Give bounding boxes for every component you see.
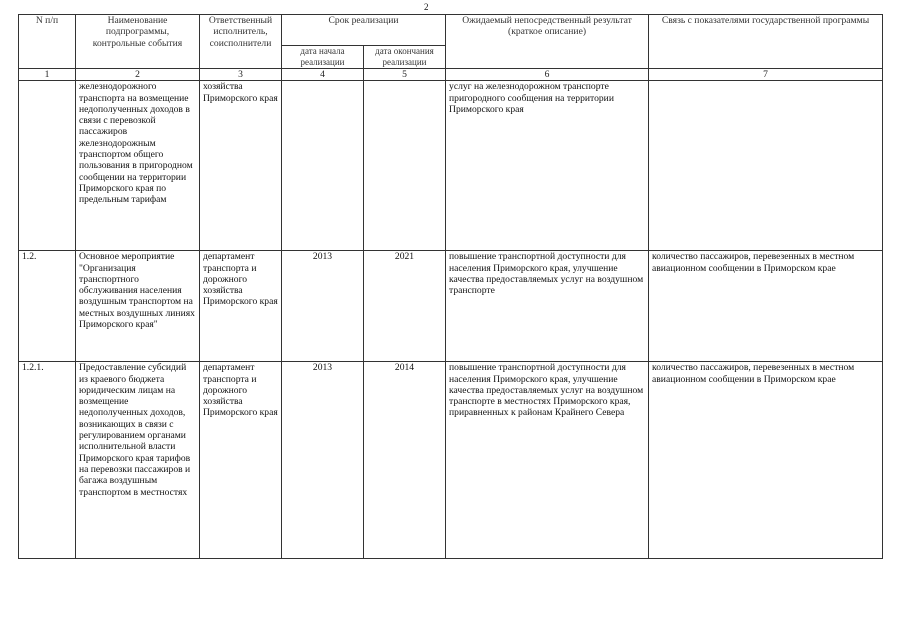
row-name: Основное мероприятие "Организация транспортного обслуживания населения воздушным транспортом на местных воздушных линиях Приморского края" xyxy=(76,251,200,362)
row-start: 2013 xyxy=(282,362,364,559)
row-num: 1.2. xyxy=(19,251,76,362)
row-responsible: департамент транспорта и дорожного хозяйства Приморского края xyxy=(200,251,282,362)
column-number: 1 xyxy=(19,69,76,81)
row-result: услуг на железнодорожном транспорте пригородного сообщения на территории Приморского края xyxy=(446,81,649,251)
column-numbers-row xyxy=(19,69,883,81)
row-start xyxy=(282,81,364,251)
row-result: повышение транспортной доступности для населения Приморского края, улучшение качества предоставляемых услуг на воздушном транспорте xyxy=(446,251,649,362)
page-number: 2 xyxy=(424,2,429,12)
header-num: N п/п xyxy=(19,15,76,69)
row-responsible: департамент транспорта и дорожного хозяйства Приморского края xyxy=(200,362,282,559)
table-row xyxy=(19,362,883,559)
row-end: 2014 xyxy=(364,362,446,559)
header-name: Наименование подпрограммы, контрольные события xyxy=(76,15,200,69)
row-responsible: хозяйства Приморского края xyxy=(200,81,282,251)
header-link: Связь с показателями государственной программы xyxy=(649,15,883,69)
header-responsible: Ответственный исполнитель, соисполнители xyxy=(200,15,282,69)
table-row xyxy=(19,81,883,251)
header-end: дата окончания реализации xyxy=(364,46,446,69)
row-name: Предоставление субсидий из краевого бюджета юридическим лицам на возмещение недополученных доходов, возникающих в связи с регулированием органами исполнительной власти Приморского края тарифов на перевозки пассажиров и багажа воздушным транспортом в местностях xyxy=(76,362,200,559)
column-number: 5 xyxy=(364,69,446,81)
program-activities-table xyxy=(18,14,883,559)
row-link xyxy=(649,81,883,251)
header-start: дата начала реализации xyxy=(282,46,364,69)
column-number: 7 xyxy=(649,69,883,81)
row-end xyxy=(364,81,446,251)
row-end: 2021 xyxy=(364,251,446,362)
header-period: Срок реализации xyxy=(282,15,446,46)
row-result: повышение транспортной доступности для населения Приморского края, улучшение качества предоставляемых услуг на воздушном транспорте в местностях Приморского края, приравненных к районам Крайнего Севера xyxy=(446,362,649,559)
row-num xyxy=(19,81,76,251)
row-link: количество пассажиров, перевезенных в местном авиационном сообщении в Приморском крае xyxy=(649,362,883,559)
column-number: 4 xyxy=(282,69,364,81)
header-row xyxy=(19,15,883,46)
column-number: 3 xyxy=(200,69,282,81)
table-row xyxy=(19,251,883,362)
column-number: 6 xyxy=(446,69,649,81)
row-start: 2013 xyxy=(282,251,364,362)
row-link: количество пассажиров, перевезенных в местном авиационном сообщении в Приморском крае xyxy=(649,251,883,362)
row-name: железнодорожного транспорта на возмещение недополученных доходов в связи с перевозкой пассажиров железнодорожным транспортом общего пользования в пригородном сообщении на территории Приморского края по предельным тарифам xyxy=(76,81,200,251)
column-number: 2 xyxy=(76,69,200,81)
row-num: 1.2.1. xyxy=(19,362,76,559)
header-result: Ожидаемый непосредственный результат (краткое описание) xyxy=(446,15,649,69)
